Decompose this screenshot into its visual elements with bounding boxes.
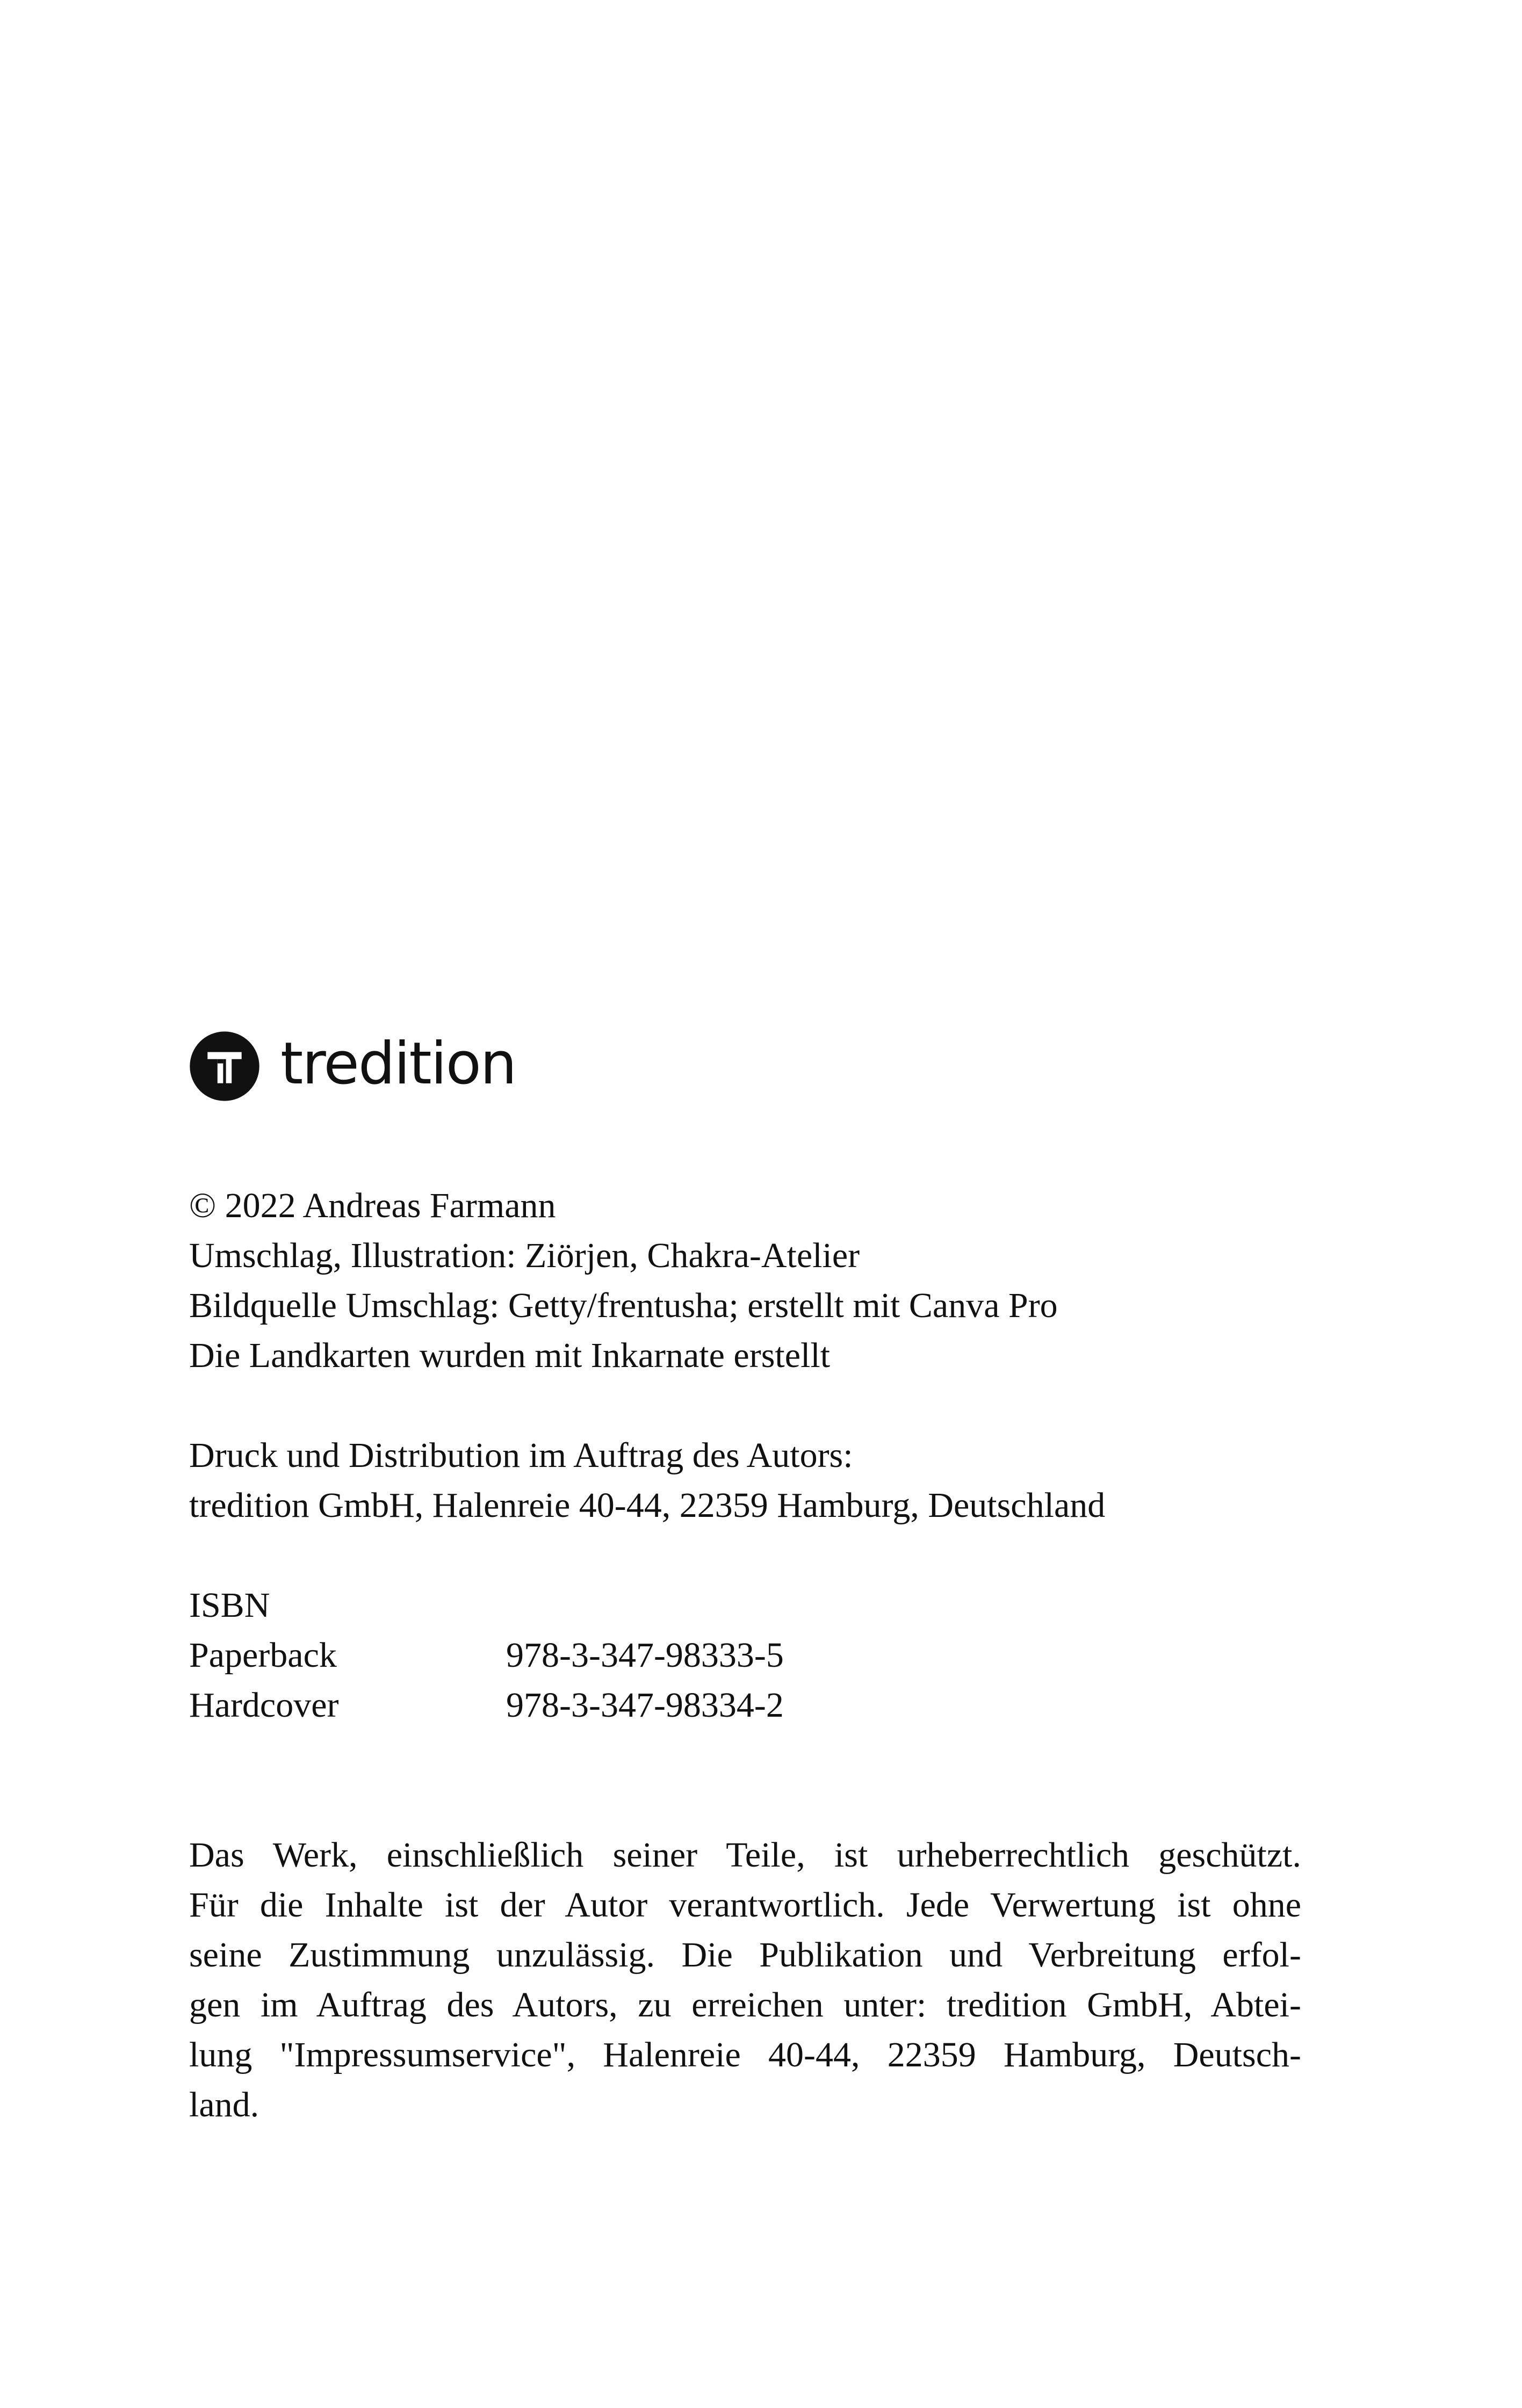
isbn-heading: ISBN <box>189 1586 270 1625</box>
maps-credit: Die Landkarten wurden mit Inkarnate erstellt <box>189 1336 831 1375</box>
isbn-format-label: Hardcover <box>189 1686 339 1725</box>
legal-notice-line: gen im Auftrag des Autors, zu erreichen unter: tredition GmbH, Abtei- <box>189 1985 1301 2024</box>
distribution-heading: Druck und Distribution im Auftrag des Autors: <box>189 1436 853 1475</box>
distribution-block <box>189 1430 1301 1530</box>
legal-notice-line: seine Zustimmung unzulässig. Die Publikation und Verbreitung erfol- <box>189 1935 1301 1975</box>
isbn-block <box>189 1580 1301 1730</box>
publisher-logo <box>189 1029 516 1104</box>
legal-notice-line: lung "Impressumservice", Halenreie 40-44, 22359 Hamburg, Deutsch- <box>189 2035 1301 2074</box>
isbn-row-hardcover <box>189 1680 1301 1730</box>
credits-block <box>189 1181 1301 1380</box>
isbn-number: 978-3-347-98333-5 <box>506 1636 784 1675</box>
copyright-line: © 2022 Andreas Farmann <box>189 1186 556 1225</box>
legal-notice <box>189 1830 1301 2130</box>
legal-notice-line: Das Werk, einschließlich seiner Teile, ist urheberrechtlich geschützt. <box>189 1835 1301 1875</box>
isbn-format-label: Paperback <box>189 1636 337 1675</box>
imprint-text <box>189 1181 1301 2130</box>
isbn-row-paperback <box>189 1630 1301 1680</box>
tredition-logo-icon <box>189 1031 260 1102</box>
publisher-logo-text: tredition <box>280 1030 516 1097</box>
isbn-number: 978-3-347-98334-2 <box>506 1686 784 1725</box>
legal-notice-line: land. <box>189 2085 259 2124</box>
publisher-address: tredition GmbH, Halenreie 40-44, 22359 Hamburg, Deutschland <box>189 1486 1106 1525</box>
cover-image-source: Bildquelle Umschlag: Getty/frentusha; erstellt mit Canva Pro <box>189 1286 1058 1325</box>
cover-illustration-credit: Umschlag, Illustration: Ziörjen, Chakra-Atelier <box>189 1236 860 1275</box>
legal-notice-line: Für die Inhalte ist der Autor verantwortlich. Jede Verwertung ist ohne <box>189 1885 1301 1925</box>
